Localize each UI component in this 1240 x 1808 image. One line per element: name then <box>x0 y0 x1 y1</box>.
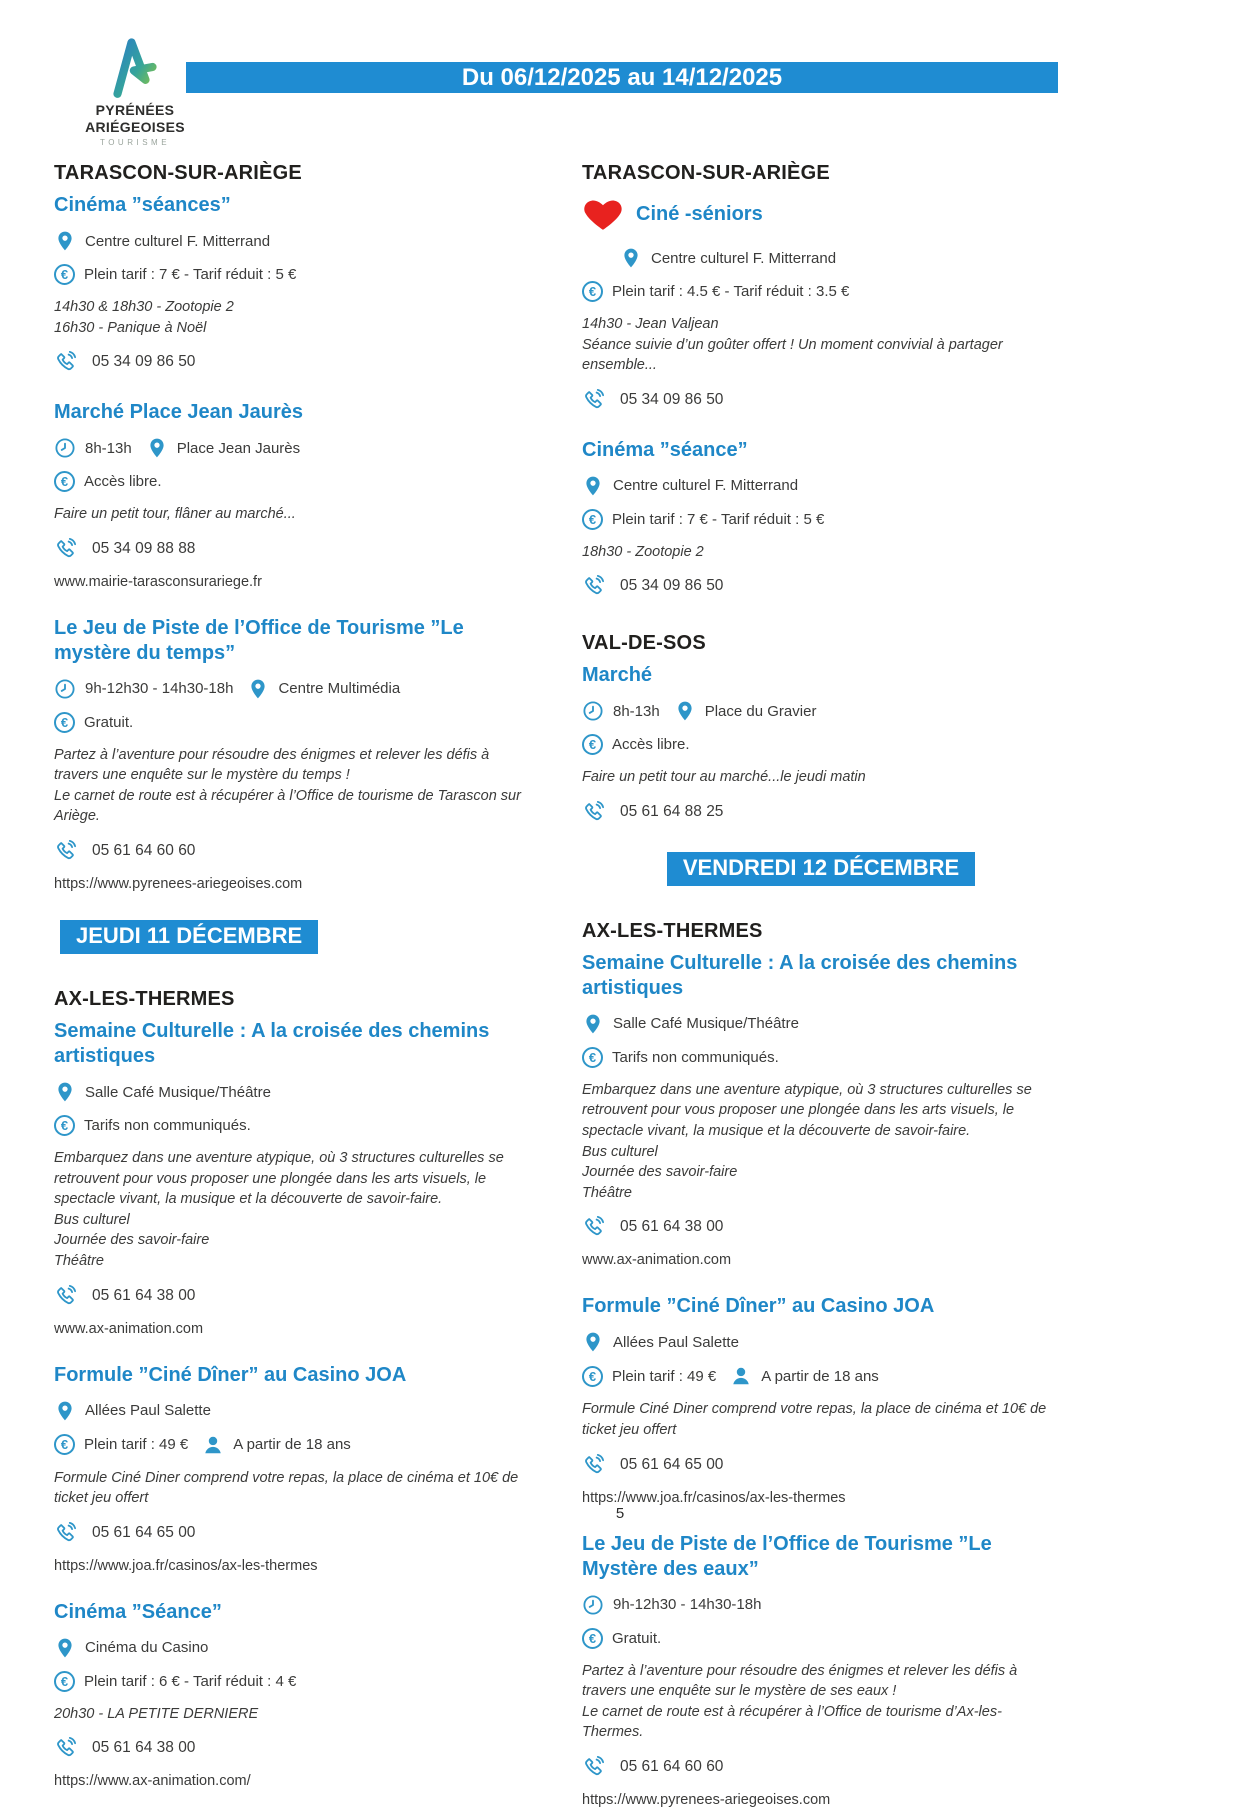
location-pin-icon <box>582 1331 604 1353</box>
event-time-segment <box>54 437 132 459</box>
euro-icon: € <box>54 1115 75 1136</box>
event-card <box>54 1363 532 1574</box>
event-age-segment <box>202 1434 351 1456</box>
event-tarif: Accès libre. <box>84 473 162 491</box>
event-card <box>582 951 1060 1268</box>
event-title: Cinéma ”séances” <box>54 194 231 216</box>
location-pin-icon <box>674 700 696 722</box>
event-description-line: Formule Ciné Diner comprend votre repas, la place de cinéma et 10€ de ticket jeu offert <box>54 1469 519 1507</box>
phone-icon <box>582 574 606 598</box>
euro-icon: € <box>582 734 603 755</box>
event-location: Place du Gravier <box>704 702 817 720</box>
event-tarif-row <box>54 1115 532 1136</box>
event-tarif-segment <box>54 1115 251 1136</box>
event-age: A partir de 18 ans <box>233 1436 351 1454</box>
event-phone: 05 61 64 65 00 <box>92 1523 196 1541</box>
date-range-banner: Du 06/12/2025 au 14/12/2025 <box>186 62 1058 93</box>
event-time-segment <box>582 700 660 722</box>
event-tarif: Tarifs non communiqués. <box>612 1048 779 1066</box>
event-tarif-segment <box>54 1671 296 1692</box>
event-url[interactable]: https://www.ax-animation.com/ <box>54 1773 251 1790</box>
person-icon <box>202 1434 224 1456</box>
event-description-line: Partez à l’aventure pour résoudre des énigmes et relever les défis à travers une enquête sur le mystère du temps ! <box>54 746 490 784</box>
event-description-line: Le carnet de route est à récupérer à l’Office de tourisme d’Ax-les-Thermes. <box>582 1703 1002 1741</box>
events-column-left <box>54 160 532 1789</box>
city-heading: AX-LES-THERMES <box>54 988 235 1011</box>
event-phone: 05 61 64 60 60 <box>92 842 196 860</box>
logo-name-line1: PYRÉNÉES <box>95 102 175 118</box>
clock-icon <box>582 700 604 722</box>
euro-icon: € <box>54 264 75 285</box>
event-phone: 05 61 64 38 00 <box>620 1218 724 1236</box>
phone-icon <box>582 388 606 412</box>
event-phone-row <box>54 537 532 561</box>
event-description-line: Bus culturel <box>54 1211 130 1228</box>
event-phone-row <box>582 1215 1060 1239</box>
event-tarif: Plein tarif : 49 € <box>84 1436 189 1454</box>
event-tarif-row <box>54 264 532 285</box>
event-location-segment <box>582 1331 739 1353</box>
event-card <box>54 400 532 590</box>
event-location: Centre Multimédia <box>278 680 401 698</box>
phone-icon <box>582 800 606 824</box>
event-tarif-row <box>54 712 532 733</box>
phone-icon <box>54 1736 78 1760</box>
event-tarif: Plein tarif : 7 € - Tarif réduit : 5 € <box>84 266 297 283</box>
events-column-right <box>582 160 1060 1808</box>
event-meta-row <box>54 1637 532 1659</box>
event-header <box>54 1019 532 1069</box>
euro-icon: € <box>582 509 603 530</box>
clock-icon <box>54 437 76 459</box>
event-card <box>54 616 532 892</box>
event-card <box>54 1019 532 1336</box>
event-tarif: Plein tarif : 49 € <box>612 1367 717 1385</box>
event-location: Allées Paul Salette <box>613 1333 739 1351</box>
event-description <box>54 297 532 338</box>
location-pin-icon <box>54 1400 76 1422</box>
event-tarif-segment <box>582 1628 661 1649</box>
event-meta-row <box>582 475 1060 497</box>
location-pin-icon <box>54 1637 76 1659</box>
event-location: Centre culturel F. Mitterrand <box>85 232 271 250</box>
event-tarif-segment <box>582 734 690 755</box>
euro-icon: € <box>582 1047 603 1068</box>
event-phone: 05 61 64 38 00 <box>92 1286 196 1304</box>
event-description <box>582 542 1060 563</box>
event-description <box>54 1704 532 1725</box>
event-location: Centre culturel F. Mitterrand <box>613 477 799 495</box>
event-url[interactable]: https://www.pyrenees-ariegeoises.com <box>54 876 303 893</box>
event-tarif: Tarifs non communiqués. <box>84 1117 251 1135</box>
event-header <box>54 193 532 218</box>
event-description-line: Théâtre <box>54 1252 104 1269</box>
event-title: Semaine Culturelle : A la croisée des chemins artistiques <box>582 951 1018 999</box>
event-tarif-row <box>582 281 1060 302</box>
event-title: Marché <box>582 664 653 687</box>
event-tarif-segment <box>54 712 133 733</box>
phone-icon <box>54 1284 78 1308</box>
event-description-line: Le carnet de route est à récupérer à l’Office de tourisme de Tarascon sur Ariège. <box>54 787 521 825</box>
day-banner: VENDREDI 12 DÉCEMBRE <box>667 852 975 886</box>
event-description <box>582 767 1060 788</box>
event-title: Cinéma ”séance” <box>582 438 748 461</box>
event-phone-row <box>582 574 1060 598</box>
day-banner: JEUDI 11 DÉCEMBRE <box>60 920 318 954</box>
event-tarif: Accès libre. <box>612 736 690 754</box>
event-location: Place Jean Jaurès <box>176 439 301 457</box>
event-time: 8h-13h <box>85 439 132 457</box>
event-header <box>54 1600 532 1625</box>
phone-icon <box>582 1453 606 1477</box>
event-phone: 05 34 09 88 88 <box>92 539 196 557</box>
event-card <box>582 193 1060 412</box>
phone-icon <box>54 350 78 374</box>
event-description <box>582 1661 1060 1743</box>
event-location-segment <box>620 247 836 269</box>
event-card <box>54 193 532 374</box>
event-description <box>54 1148 532 1271</box>
event-title: Cinéma ”Séance” <box>54 1600 222 1623</box>
events-columns <box>54 160 1186 1808</box>
event-meta-row <box>54 230 532 252</box>
location-pin-icon <box>54 1081 76 1103</box>
day-banner-row <box>54 920 532 954</box>
event-description-line: Journée des savoir-faire <box>54 1232 210 1249</box>
location-pin-icon <box>582 475 604 497</box>
event-meta-row <box>54 1081 532 1103</box>
event-description-line: Séance suivie d’un goûter offert ! Un moment convivial à partager ensemble... <box>582 336 1003 374</box>
event-description-line: 18h30 - Zootopie 2 <box>582 543 704 560</box>
event-tarif-row <box>582 1365 1060 1387</box>
event-description <box>54 745 532 827</box>
clock-icon <box>582 1594 604 1616</box>
euro-icon: € <box>582 281 603 302</box>
event-header <box>582 663 1060 688</box>
event-url[interactable]: www.ax-animation.com <box>582 1252 732 1269</box>
event-phone: 05 61 64 38 00 <box>92 1739 196 1757</box>
event-title: Semaine Culturelle : A la croisée des chemins artistiques <box>54 1020 490 1068</box>
event-description-line: 14h30 & 18h30 - Zootopie 2 <box>54 299 234 315</box>
event-time-segment <box>582 1594 761 1616</box>
euro-icon: € <box>54 1434 75 1455</box>
event-phone: 05 61 64 88 25 <box>620 802 724 820</box>
event-title: Formule ”Ciné Dîner” au Casino JOA <box>54 1363 407 1386</box>
event-time-segment <box>54 678 233 700</box>
phone-icon <box>582 1755 606 1779</box>
event-header <box>582 1294 1060 1319</box>
event-location: Salle Café Musique/Théâtre <box>613 1015 799 1033</box>
event-time: 9h-12h30 - 14h30-18h <box>613 1596 762 1614</box>
event-phone: 05 61 64 60 60 <box>620 1757 724 1775</box>
event-description-line: Formule Ciné Diner comprend votre repas, la place de cinéma et 10€ de ticket jeu offert <box>582 1401 1047 1438</box>
event-header <box>582 951 1060 1001</box>
heart-icon <box>580 193 626 235</box>
event-title: Formule ”Ciné Dîner” au Casino JOA <box>582 1295 935 1318</box>
person-icon <box>730 1365 752 1387</box>
page-number: 5 <box>615 1505 625 1522</box>
event-phone: 05 34 09 86 50 <box>92 353 196 371</box>
event-location-segment <box>54 1400 211 1422</box>
event-tarif-row <box>582 734 1060 755</box>
event-tarif-segment <box>54 264 296 285</box>
event-url[interactable]: www.mairie-tarasconsurariege.fr <box>54 573 262 590</box>
event-description-line: Faire un petit tour, flâner au marché... <box>54 506 296 523</box>
event-description-line: Théâtre <box>582 1184 632 1201</box>
event-tarif-segment <box>54 1434 188 1455</box>
location-pin-icon <box>620 247 642 269</box>
event-tarif-segment <box>582 281 849 302</box>
event-meta-row <box>54 1400 532 1422</box>
event-description-line: Embarquez dans une aventure atypique, où 3 structures culturelles se retrouvent pour vous proposer une plongée dans les arts visuels, le spectacle vivant, la musique et la découverte de savoir-faire. <box>54 1150 504 1208</box>
event-phone-row <box>54 1284 532 1308</box>
event-phone: 05 34 09 86 50 <box>620 577 724 595</box>
event-description-line: Embarquez dans une aventure atypique, où 3 structures culturelles se retrouvent pour vous proposer une plongée dans les arts visuels, le spectacle vivant, la musique et la découverte de savoir-faire. <box>582 1081 1032 1140</box>
logo-tagline: TOURISME <box>99 138 171 148</box>
event-title: Ciné -séniors <box>636 202 763 225</box>
event-location-segment <box>146 437 300 459</box>
event-phone: 05 34 09 86 50 <box>620 390 724 408</box>
event-card <box>582 1294 1060 1505</box>
event-title: Le Jeu de Piste de l’Office de Tourisme ”Le mystère du temps” <box>54 616 464 664</box>
event-card <box>54 1600 532 1790</box>
event-phone-row <box>54 1736 532 1760</box>
event-tarif-row <box>582 1047 1060 1068</box>
event-description-line: Faire un petit tour au marché...le jeudi matin <box>582 769 866 786</box>
phone-icon <box>54 839 78 863</box>
event-age-segment <box>730 1365 879 1387</box>
event-phone-row <box>54 350 532 374</box>
city-heading: TARASCON-SUR-ARIÈGE <box>54 162 302 184</box>
city-heading: AX-LES-THERMES <box>582 919 763 942</box>
logo-a-mark <box>99 32 171 102</box>
event-url[interactable]: www.ax-animation.com <box>54 1320 204 1337</box>
euro-icon: € <box>54 471 75 492</box>
event-meta-row <box>582 1013 1060 1035</box>
event-description <box>582 1399 1060 1440</box>
event-tarif: Plein tarif : 6 € - Tarif réduit : 4 € <box>84 1672 297 1690</box>
location-pin-icon <box>146 437 168 459</box>
event-tarif: Gratuit. <box>84 713 134 731</box>
event-location-segment <box>582 475 798 497</box>
city-heading: VAL-DE-SOS <box>582 632 706 655</box>
location-pin-icon <box>582 1013 604 1035</box>
event-tarif-row <box>54 471 532 492</box>
event-description-line: 20h30 - LA PETITE DERNIERE <box>54 1705 259 1722</box>
phone-icon <box>54 1521 78 1545</box>
event-location-segment <box>247 678 400 700</box>
event-description-line: 16h30 - Panique à Noël <box>54 319 207 336</box>
event-meta-row <box>54 437 532 459</box>
event-card <box>582 1532 1060 1808</box>
event-tarif-segment <box>582 1047 779 1068</box>
event-phone: 05 61 64 65 00 <box>620 1455 724 1473</box>
event-location-segment <box>54 1637 208 1659</box>
event-location: Centre culturel F. Mitterrand <box>651 249 837 267</box>
event-age: A partir de 18 ans <box>761 1367 879 1385</box>
event-tarif: Plein tarif : 7 € - Tarif réduit : 5 € <box>612 510 825 528</box>
phone-icon <box>582 1215 606 1239</box>
event-phone-row <box>582 800 1060 824</box>
logo-name-line2: ARIÉGEOISES <box>85 118 185 135</box>
event-description-line: Bus culturel <box>582 1143 658 1160</box>
event-header <box>582 1532 1060 1582</box>
euro-icon: € <box>582 1628 603 1649</box>
event-tarif-row <box>54 1671 532 1692</box>
euro-icon: € <box>54 712 75 733</box>
event-phone-row <box>54 1521 532 1545</box>
event-time: 9h-12h30 - 14h30-18h <box>85 680 234 698</box>
event-tarif-segment <box>54 471 162 492</box>
event-header <box>582 438 1060 463</box>
event-url[interactable]: https://www.joa.fr/casinos/ax-les-thermes <box>582 1489 846 1506</box>
event-header <box>54 400 532 425</box>
event-description-line: Partez à l’aventure pour résoudre des énigmes et relever les défis à travers une enquête sur le mystère de ses eaux ! <box>582 1662 1018 1700</box>
event-phone-row <box>582 388 1060 412</box>
event-time: 8h-13h <box>613 702 660 720</box>
event-description-line: Journée des savoir-faire <box>582 1164 738 1181</box>
event-phone-row <box>54 839 532 863</box>
event-description <box>54 504 532 525</box>
event-meta-row <box>582 1594 1060 1616</box>
day-banner-row <box>582 852 1060 886</box>
event-tarif-segment <box>582 509 824 530</box>
event-header <box>54 1363 532 1388</box>
event-tarif: Gratuit. <box>612 1629 662 1647</box>
event-meta-row <box>582 700 1060 722</box>
phone-icon <box>54 537 78 561</box>
event-description <box>54 1468 532 1509</box>
event-location-segment <box>582 1013 799 1035</box>
event-location-segment <box>54 1081 271 1103</box>
event-location-segment <box>54 230 270 252</box>
event-url[interactable]: https://www.pyrenees-ariegeoises.com <box>582 1791 831 1808</box>
event-description <box>582 1080 1060 1203</box>
event-tarif-segment <box>582 1366 716 1387</box>
event-meta-row <box>620 247 1060 269</box>
event-header <box>54 616 532 666</box>
event-location: Cinéma du Casino <box>85 1639 209 1657</box>
event-tarif-row <box>582 1628 1060 1649</box>
event-tarif-row <box>54 1434 532 1456</box>
event-location: Allées Paul Salette <box>85 1402 211 1420</box>
euro-icon: € <box>582 1366 603 1387</box>
event-title: Marché Place Jean Jaurès <box>54 401 304 424</box>
event-phone-row <box>582 1453 1060 1477</box>
event-title: Le Jeu de Piste de l’Office de Tourisme ”Le Mystère des eaux” <box>582 1532 992 1580</box>
event-url[interactable]: https://www.joa.fr/casinos/ax-les-thermes <box>54 1557 318 1574</box>
event-phone-row <box>582 1755 1060 1779</box>
event-header <box>582 193 1060 235</box>
location-pin-icon <box>54 230 76 252</box>
event-description <box>582 314 1060 376</box>
event-location-segment <box>674 700 817 722</box>
location-pin-icon <box>247 678 269 700</box>
event-description-line: 14h30 - Jean Valjean <box>582 316 719 332</box>
clock-icon <box>54 678 76 700</box>
event-card <box>582 438 1060 599</box>
event-tarif-row <box>582 509 1060 530</box>
event-card <box>582 663 1060 824</box>
euro-icon: € <box>54 1671 75 1692</box>
event-tarif: Plein tarif : 4.5 € - Tarif réduit : 3.5 € <box>612 283 850 300</box>
event-location: Salle Café Musique/Théâtre <box>85 1083 271 1101</box>
event-meta-row <box>582 1331 1060 1353</box>
city-heading: TARASCON-SUR-ARIÈGE <box>582 162 830 184</box>
event-meta-row <box>54 678 532 700</box>
